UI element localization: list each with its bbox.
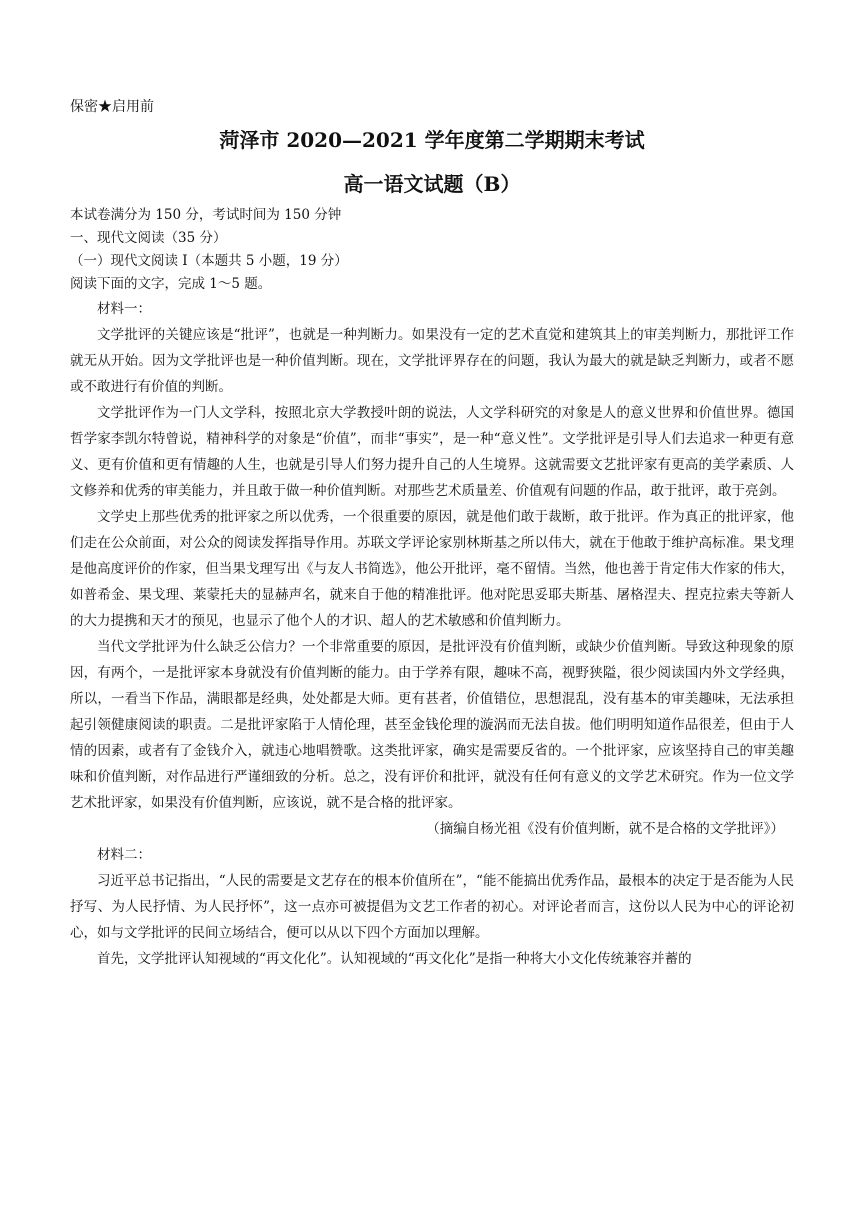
exam-info: 本试卷满分为 150 分，考试时间为 150 分钟 (70, 207, 342, 223)
material-one-paragraph: 文学史上那些优秀的批评家之所以优秀，一个很重要的原因，就是他们敢于裁断，敢于批评。作为真正的批评家，他们走在公众前面，对公众的阅读发挥指导作用。苏联文学评论家别林斯基之所以伟大，就在于他敢于维护高标准。果戈理是他高度评价的作家，但当果戈理写出《与友人书简选》，他公开批评，毫不留情。当然，他也善于肯定伟大作家的伟大，如普希金、果戈理、莱蒙托夫的显赫声名，就来自于他的精准批评。他对陀思妥耶夫斯基、屠格涅夫、捏克拉索夫等新人的大力提携和天才的预见，也显示了他个人的才识、超人的艺术敏感和价值判断力。 (70, 509, 794, 629)
exam-page (70, 96, 794, 972)
material-two-heading: 材料二： (97, 847, 151, 863)
material-one-heading: 材料一： (97, 301, 151, 317)
material-one-paragraph: 文学批评作为一门人文学科，按照北京大学教授叶朗的说法，人文学科研究的对象是人的意义世界和价值世界。德国哲学家李凯尔特曾说，精神科学的对象是“价值”，而非“事实”，是一种“意义性”。文学批评是引导人们去追求一种更有意义、更有价值和更有情趣的人生，也就是引导人们努力提升自己的人生境界。这就需要文艺批评家有更高的美学素质、人文修养和优秀的审美能力，并且敢于做一种价值判断。对那些艺术质量差、价值观有问题的作品，敢于批评，敢于亮剑。 (70, 405, 794, 499)
material-two-paragraph: 首先，文学批评认知视域的“再文化化”。认知视域的“再文化化”是指一种将大小文化传统兼容并蓄的 (97, 951, 692, 967)
material-two-paragraph: 习近平总书记指出，“人民的需要是文艺存在的根本价值所在”，“能不能搞出优秀作品，最根本的决定于是否能为人民抒写、为人民抒情、为人民抒怀”，这一点亦可被提倡为文艺工作者的初心。对评论者而言，这份以人民为中心的评论初心，如与文学批评的民间立场结合，便可以从以下四个方面加以理解。 (70, 873, 794, 941)
sub-section-heading: （一）现代文阅读 I（本题共 5 小题，19 分） (70, 253, 348, 269)
exam-subtitle: 高一语文试题（B） (343, 172, 521, 196)
reading-instruction: 阅读下面的文字，完成 1～5 题。 (70, 276, 272, 292)
material-one-paragraph: 文学批评的关键应该是“批评”，也就是一种判断力。如果没有一定的艺术直觉和建筑其上的审美判断力，那批评工作就无从开始。因为文学批评也是一种价值判断。现在，文学批评界存在的问题，我认为最大的就是缺乏判断力，或者不愿或不敢进行有价值的判断。 (70, 327, 794, 395)
confidential-mark: 保密★启用前 (70, 99, 154, 115)
section-heading: 一、现代文阅读（35 分） (70, 230, 227, 246)
material-one-source: （摘编自杨光祖《没有价值判断，就不是合格的文学批评》） (426, 821, 784, 837)
material-one-paragraph: 当代文学批评为什么缺乏公信力？一个非常重要的原因，是批评没有价值判断，或缺少价值判断。导致这种现象的原因，有两个，一是批评家本身就没有价值判断的能力。由于学养有限，趣味不高，视野狭隘，很少阅读国内外文学经典，所以，一看当下作品，满眼都是经典，处处都是大师。更有甚者，价值错位，思想混乱，没有基本的审美趣味，无法承担起引领健康阅读的职责。二是批评家陷于人情伦理，甚至金钱伦理的漩涡而无法自拔。他们明明知道作品很差，但由于人情的因素，或者有了金钱介入，就违心地唱赞歌。这类批评家，确实是需要反省的。一个批评家，应该坚持自己的审美趣味和价值判断，对作品进行严谨细致的分析。总之，没有评价和批评，就没有任何有意义的文学艺术研究。作为一位文学艺术批评家，如果没有价值判断，应该说，就不是合格的批评家。 (70, 639, 794, 811)
exam-title: 菏泽市 2020—2021 学年度第二学期期末考试 (219, 128, 645, 152)
